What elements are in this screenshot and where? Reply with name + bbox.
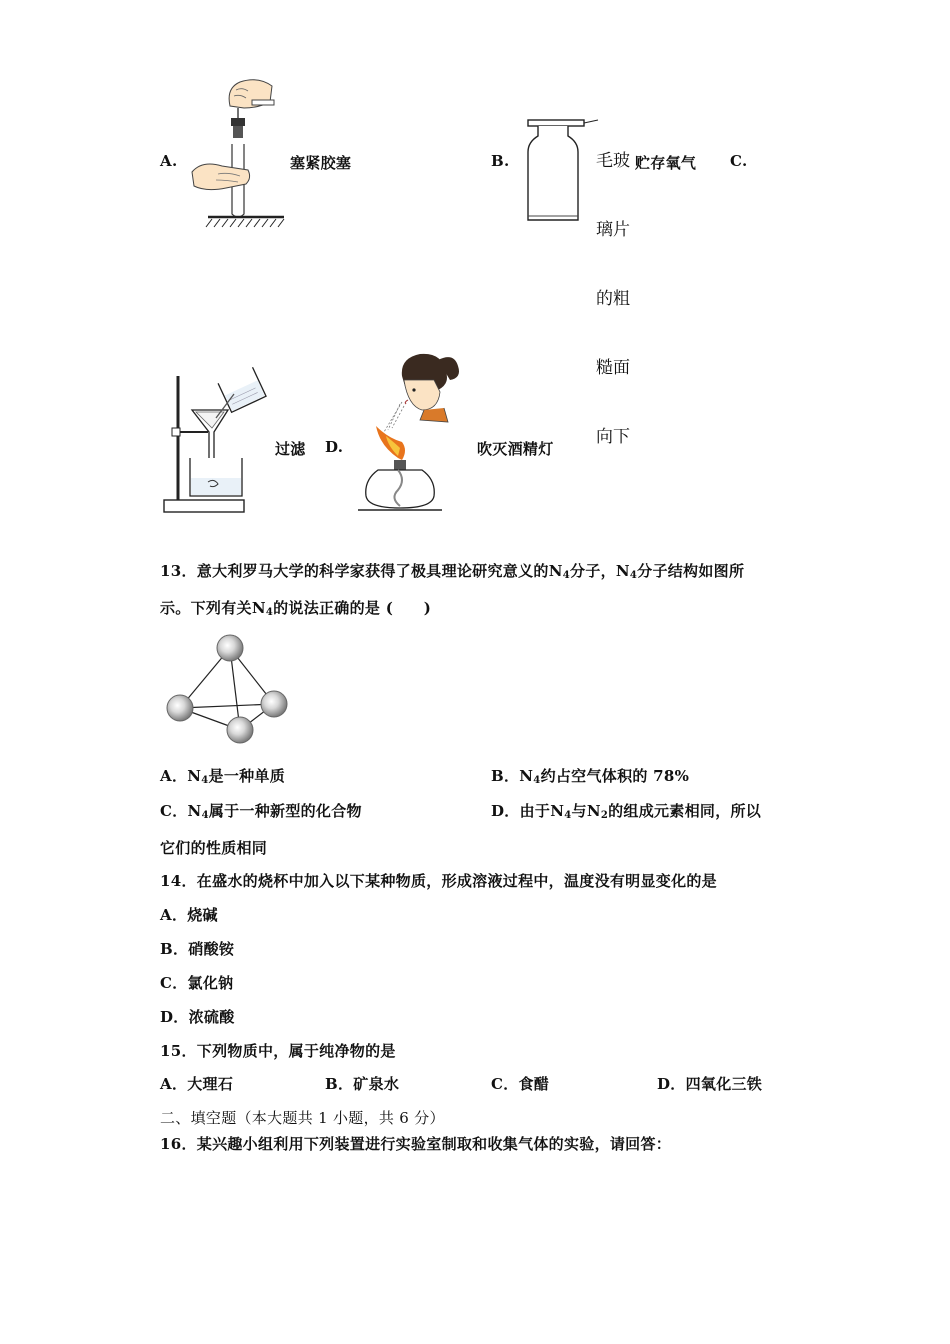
filtration-apparatus-illustration [162, 364, 274, 516]
q13-option-b: B．$N_4$约占空气体积的 78% [491, 767, 690, 786]
q14-stem: 14．在盛水的烧杯中加入以下某种物质，形成溶液过程中，温度没有明显变化的是 [160, 872, 717, 890]
option-c-label: C. [730, 152, 748, 170]
annotation-line: 向下 [596, 427, 630, 447]
q15-stem: 15．下列物质中，属于纯净物的是 [160, 1042, 396, 1060]
annotation-line: 毛玻 [596, 151, 630, 171]
question-number: 13． [160, 562, 197, 580]
stopper-test-tube-illustration [200, 74, 290, 230]
option-a-label: A. [160, 152, 178, 170]
q14-option-c: C．氯化钠 [160, 974, 234, 992]
nitrogen-atom [261, 691, 287, 717]
q13-option-c: C．$N_4$属于一种新型的化合物 [160, 802, 362, 821]
n4-molecule-diagram [160, 630, 295, 750]
q14-option-d: D．浓硫酸 [160, 1008, 235, 1026]
nitrogen-atom [227, 717, 253, 743]
stem-text: 分子， [569, 562, 616, 580]
q15-option-c: C．食醋 [491, 1075, 550, 1093]
q13-option-d: D．由于$N_4$与$N_2$的组成元素相同，所以 [491, 802, 762, 821]
n4-formula: $N_4$ [251, 599, 274, 618]
q13-stem-line-1 [160, 560, 744, 581]
annotation-line: 糙面 [596, 358, 630, 378]
option-c-caption: 过滤 [275, 440, 306, 458]
q13-stem-line-2 [160, 597, 431, 618]
n4-formula: $N_4$ [615, 562, 638, 581]
q15-option-d: D．四氧化三铁 [657, 1075, 763, 1093]
nitrogen-atom [217, 635, 243, 661]
n4-formula: $N_4$ [548, 562, 570, 581]
blowing-out-lamp-illustration [358, 350, 468, 518]
stem-text: 意大利罗马大学的科学家获得了极具理论研究意义的 [196, 562, 549, 580]
q13-option-d-continued: 它们的性质相同 [160, 839, 268, 857]
option-a-caption: 塞紧胶塞 [290, 154, 352, 172]
q14-option-b: B．硝酸铵 [160, 940, 235, 958]
annotation-line: 璃片 [596, 220, 630, 240]
q15-option-a: A．大理石 [160, 1075, 234, 1093]
option-b-caption: 贮存氧气 [635, 154, 697, 172]
annotation-line: 的粗 [596, 289, 630, 309]
stem-text: 的说法正确的是 ( ) [273, 599, 432, 617]
section-heading: 二、填空题（本大题共 1 小题，共 6 分） [160, 1109, 445, 1127]
gas-jar-illustration [522, 116, 602, 228]
q14-option-a: A．烧碱 [160, 906, 218, 924]
glass-plate-annotation [596, 104, 630, 495]
option-d-caption: 吹灭酒精灯 [477, 440, 554, 458]
q15-option-b: B．矿泉水 [325, 1075, 400, 1093]
nitrogen-atom [167, 695, 193, 721]
q13-option-a: A．$N_4$是一种单质 [160, 767, 286, 786]
stem-text: 分子结构如图所 [637, 562, 745, 580]
q16-stem: 16．某兴趣小组利用下列装置进行实验室制取和收集气体的实验，请回答： [160, 1135, 672, 1153]
option-b-label: B. [491, 152, 510, 170]
option-d-label: D. [325, 438, 344, 456]
stem-text: 示。下列有关 [160, 599, 252, 617]
